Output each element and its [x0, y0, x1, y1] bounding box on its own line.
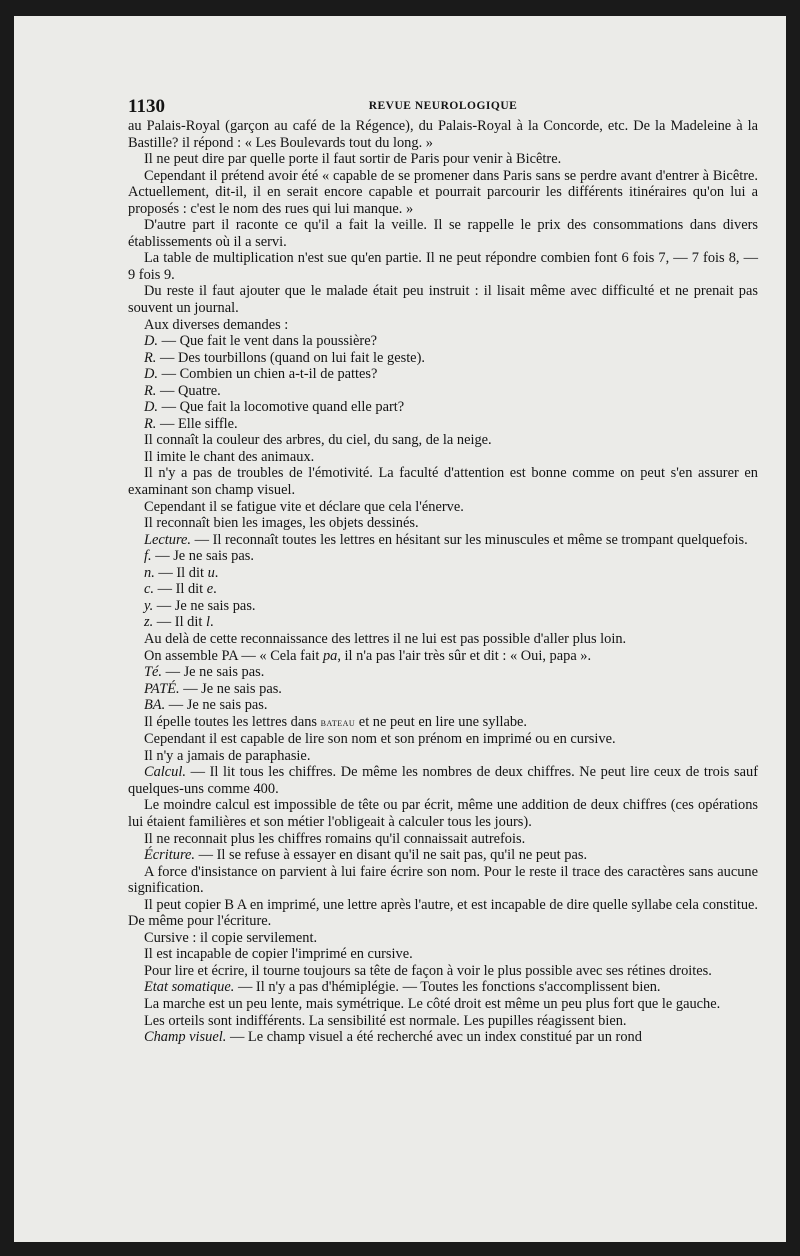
running-title: REVUE NEUROLOGIQUE: [368, 100, 518, 112]
page-header: [128, 96, 758, 118]
paragraph: Etat somatique. — Il n'y a pas d'hémiplégie. — Toutes les fonctions s'accomplissent bien.: [144, 979, 661, 996]
paragraph: c. — Il dit e.: [144, 581, 217, 598]
paragraph: Il n'y a pas de troubles de l'émotivité. La faculté d'attention est bonne comme on peut s'en assurer en examinant son champ visuel.: [128, 465, 758, 499]
paragraph: La marche est un peu lente, mais symétrique. Le côté droit est même un peu plus fort que le gauche.: [144, 995, 721, 1012]
paragraph: R. — Quatre.: [144, 382, 221, 399]
paragraph: Champ visuel. — Le champ visuel a été recherché avec un index constitué par un rond: [144, 1029, 642, 1046]
paragraph: Il imite le chant des animaux.: [144, 448, 315, 465]
paragraph: D'autre part il raconte ce qu'il a fait la veille. Il se rappelle le prix des consommations dans divers établissements où il a servi.: [128, 217, 758, 250]
paragraph: n. — Il dit u.: [144, 564, 219, 581]
paragraph: Le moindre calcul est impossible de tête ou par écrit, même une addition de deux chiffres (ces opérations lui étaient familières et son métier l'obligeait à calculer tous les jours).: [128, 797, 758, 830]
paragraph: Pour lire et écrire, il tourne toujours sa tête de façon à voir le plus possible avec ses rétines droites.: [144, 962, 712, 979]
paragraph: D. — Combien un chien a-t-il de pattes?: [144, 366, 378, 383]
paragraph: Il connaît la couleur des arbres, du ciel, du sang, de la neige.: [144, 432, 492, 449]
paragraph: A force d'insistance on parvient à lui faire écrire son nom. Pour le reste il trace des caractères sans aucune signification.: [128, 863, 758, 897]
paragraph: Il ne peut dire par quelle porte il faut sortir de Paris pour venir à Bicêtre.: [144, 151, 562, 168]
paragraph: La table de multiplication n'est sue qu'en partie. Il ne peut répondre combien font 6 fois 7, — 7 fois 8, — 9 fois 9.: [128, 250, 758, 283]
paragraph: Il reconnaît bien les images, les objets dessinés.: [144, 515, 419, 532]
paragraph: y. — Je ne sais pas.: [144, 597, 256, 614]
paragraph: Il peut copier B A en imprimé, une lettre après l'autre, et est incapable de dire quelle syllabe cela constitue. De même pour l'écriture.: [128, 896, 758, 930]
paragraph: R. — Elle siffle.: [144, 415, 238, 432]
paragraph: Cependant il se fatigue vite et déclare que cela l'énerve.: [144, 498, 464, 515]
paragraph: Cursive : il copie servilement.: [144, 929, 318, 946]
paragraph: Au delà de cette reconnaissance des lettres il ne lui est pas possible d'aller plus loin.: [144, 630, 627, 647]
scanned-page: [14, 16, 786, 1242]
paragraph: D. — Que fait le vent dans la poussière?: [144, 333, 377, 350]
paragraph: z. — Il dit l.: [144, 614, 214, 631]
paragraph: Il épelle toutes les lettres dans bateau et ne peut en lire une syllabe.: [144, 713, 528, 730]
paragraph: Du reste il faut ajouter que le malade était peu instruit : il lisait même avec difficulté et ne prenait pas souvent un journal.: [128, 283, 758, 317]
paragraph: Il est incapable de copier l'imprimé en cursive.: [144, 946, 413, 963]
paragraph: Les orteils sont indifférents. La sensibilité est normale. Les pupilles réagissent bien.: [144, 1012, 627, 1029]
paragraph: Il ne reconnait plus les chiffres romains qu'il connaissait autrefois.: [144, 830, 526, 847]
paragraph: Il n'y a jamais de paraphasie.: [144, 747, 311, 764]
paragraph: Té. — Je ne sais pas.: [144, 664, 265, 681]
page-content: [128, 96, 758, 1046]
page-number: 1130: [128, 96, 165, 117]
paragraph: Aux diverses demandes :: [144, 316, 289, 333]
paragraph: PATÉ. — Je ne sais pas.: [144, 680, 282, 697]
paragraph: Écriture. — Il se refuse à essayer en disant qu'il ne sait pas, qu'il ne peut pas.: [144, 847, 588, 864]
paragraph: On assemble PA — « Cela fait pa, il n'a pas l'air très sûr et dit : « Oui, papa ».: [144, 647, 592, 664]
paragraph: Lecture. — Il reconnaît toutes les lettres en hésitant sur les minuscules et même se trompant quelquefois.: [144, 531, 748, 548]
paragraph: R. — Des tourbillons (quand on lui fait le geste).: [144, 349, 425, 366]
paragraph: Calcul. — Il lit tous les chiffres. De même les nombres de deux chiffres. Ne peut lire ceux de trois sauf quelques-uns comme 400.: [128, 764, 758, 797]
paragraph: BA. — Je ne sais pas.: [144, 697, 268, 714]
paragraph: au Palais-Royal (garçon au café de la Régence), du Palais-Royal à la Concorde, etc. De la Madeleine à la Bastille? il répond : « Les Boulevards tout du long. »: [128, 118, 758, 151]
paragraph: Cependant il prétend avoir été « capable de se promener dans Paris sans se perdre avant d'entrer à Bicêtre. Actuellement, dit-il, il en serait encore capable et pourrait parcourir les différents itinéraires qu'on lui a proposés : c'est le nom des rues qui lui manque. »: [128, 167, 758, 217]
paragraph: Cependant il est capable de lire son nom et son prénom en imprimé ou en cursive.: [144, 731, 616, 748]
body-text: [128, 118, 758, 1046]
paragraph: f. — Je ne sais pas.: [144, 548, 254, 565]
paragraph: D. — Que fait la locomotive quand elle part?: [144, 399, 405, 416]
